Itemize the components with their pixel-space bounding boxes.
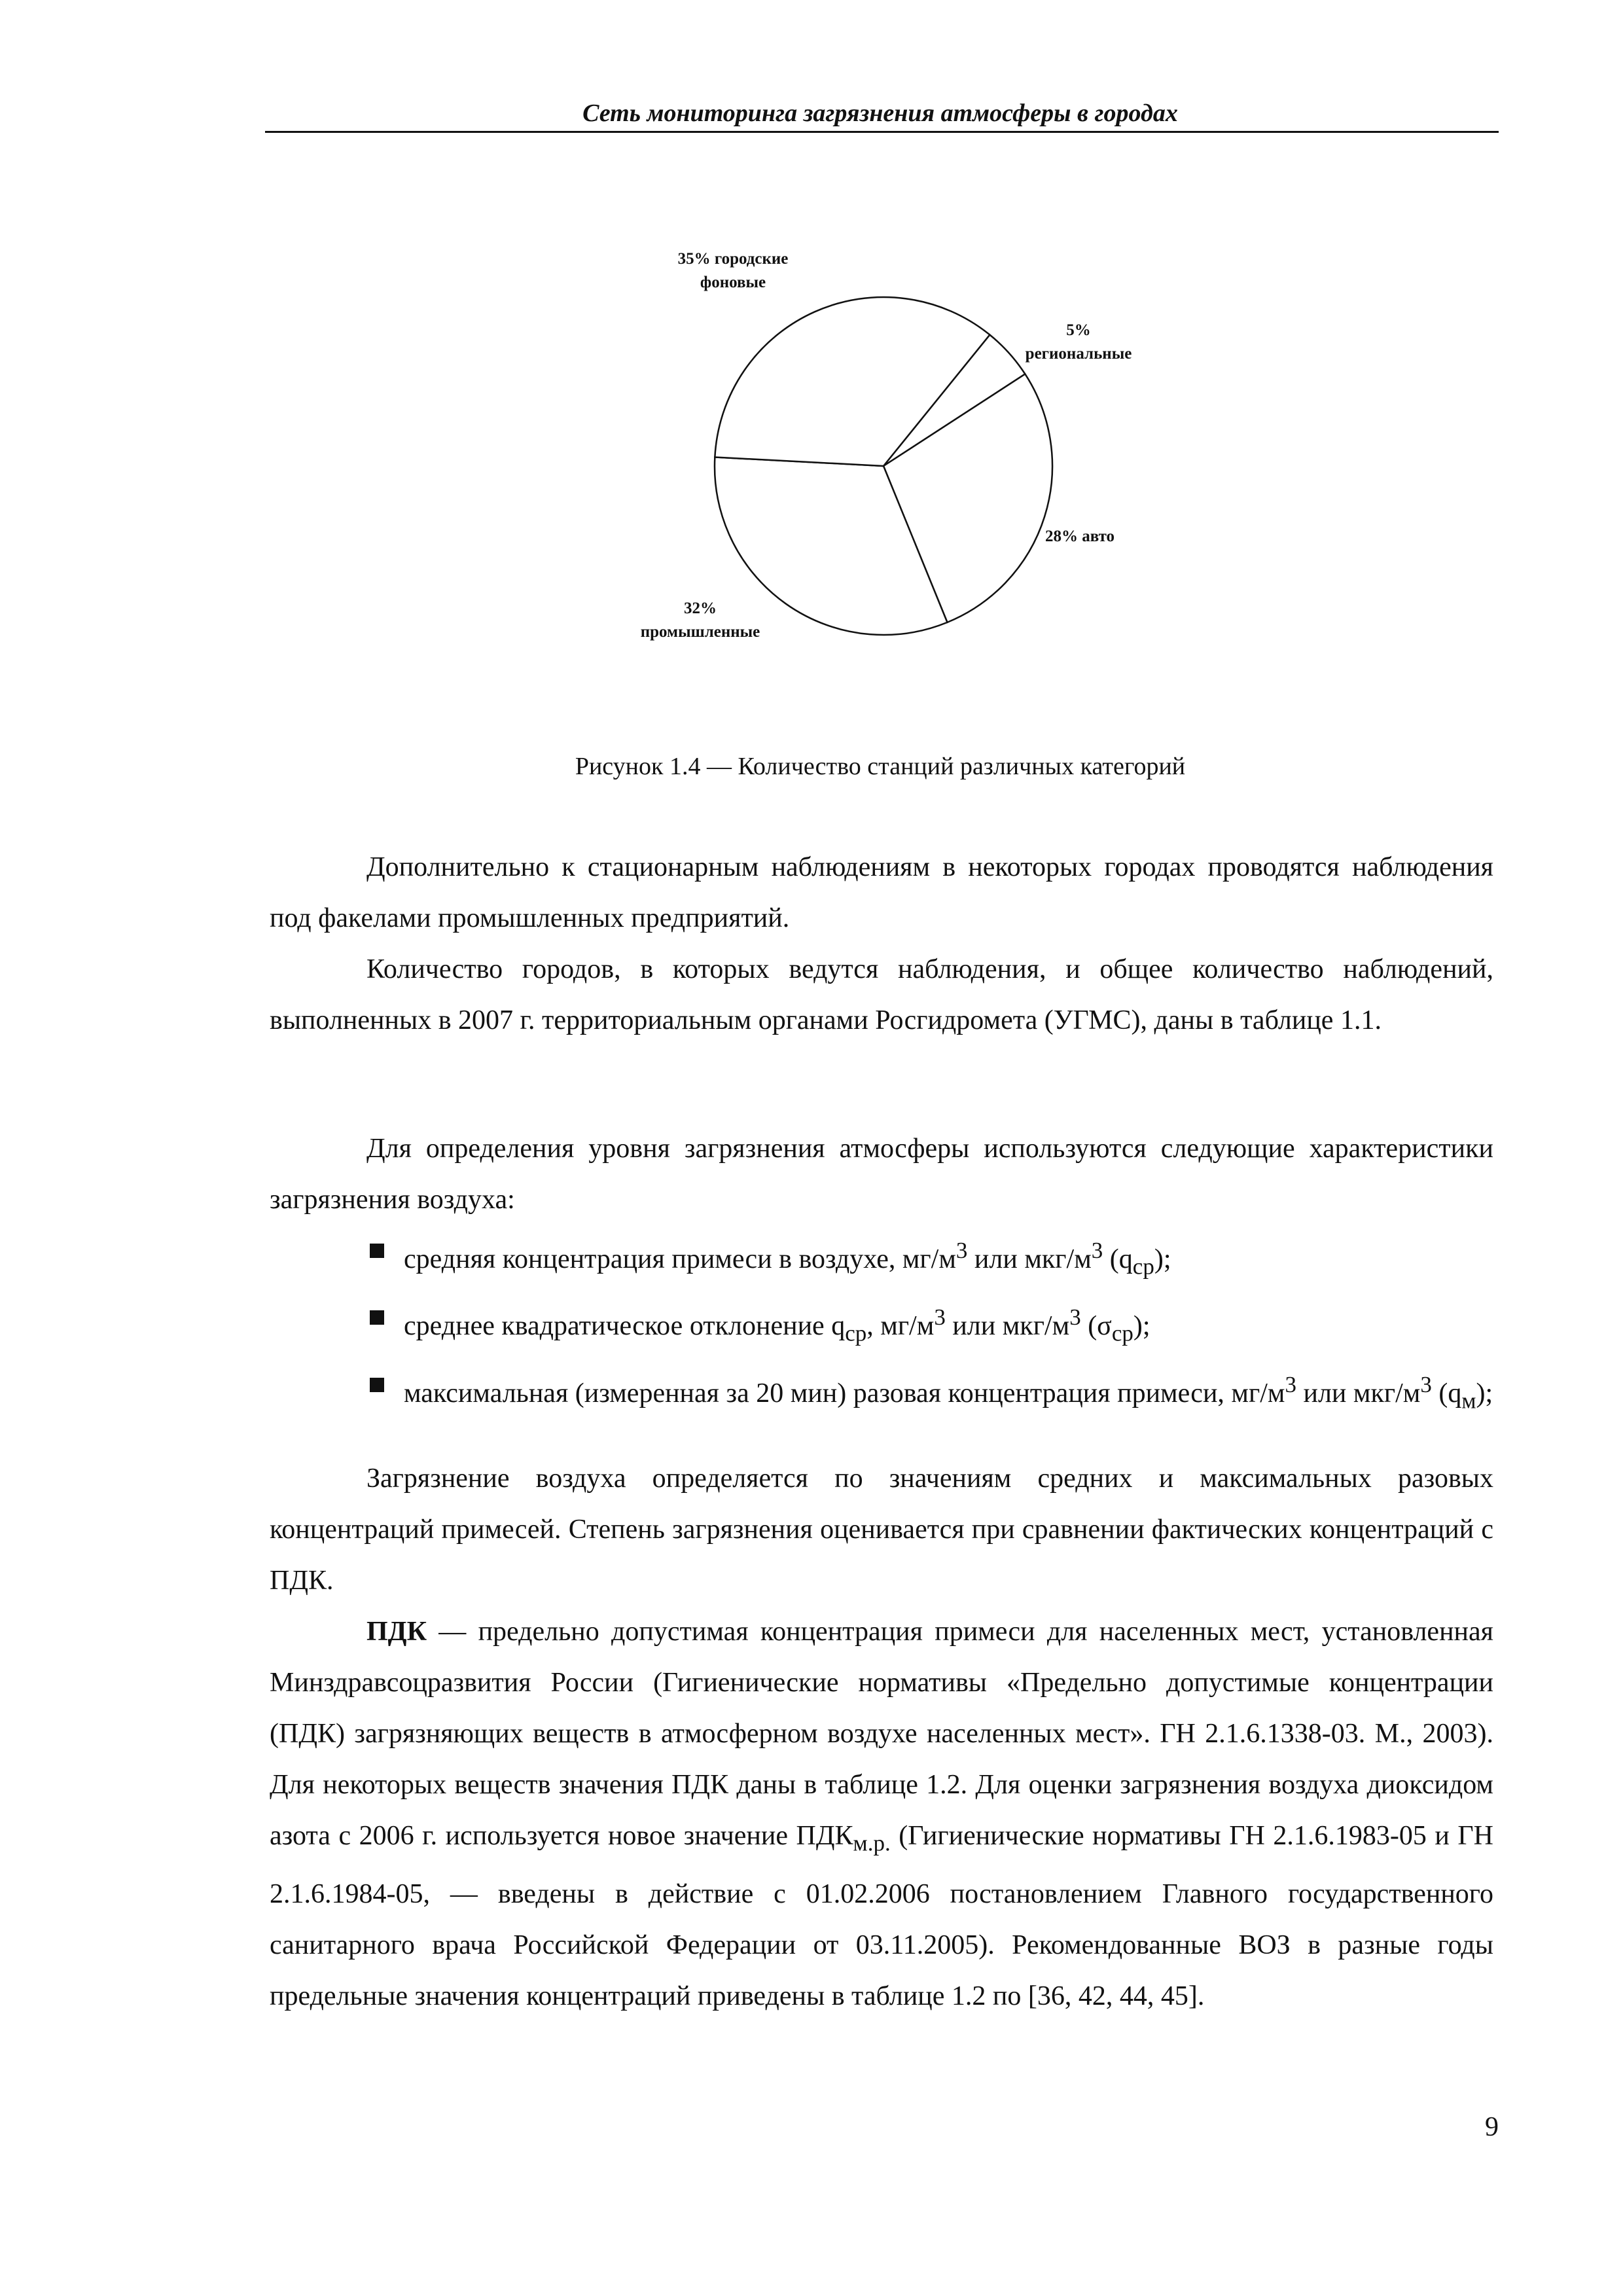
running-header: Сеть мониторинга загрязнения атмосферы в городах xyxy=(582,99,1178,127)
slice-label-industrial-line1: 32% xyxy=(684,600,717,617)
slice-label-urban-line1: 35% городские xyxy=(677,250,789,268)
paragraph-torch-observations: Дополнительно к стационарным наблюдениям в некоторых городах проводятся наблюдения под факелами промышленных предприятий. xyxy=(270,852,1493,933)
slice-label-auto: 28% авто xyxy=(1044,528,1115,545)
paragraph-pollution-assessment: Загрязнение воздуха определяется по значениям средних и максимальных разовых концентраций примесей. Степень загрязнения оценивается при сравнении фактических концентраций с ПДК. xyxy=(270,1463,1493,1596)
pie-slices xyxy=(715,297,1052,635)
paragraph-pdk-definition: ПДК — предельно допустимая концентрация примеси для населенных мест, установленная Минздравсоцразвития России (Гигиенические нормативы «Предельно допустимые концентрации (ПДК) загрязняющих веществ в атмосферном воздухе населенных мест». ГН 2.1.6.1338-03. М., 2003). Для некоторых веществ значения ПДК даны в таблице 1.2. Для оценки загрязнения воздуха диоксидом азота с 2006 г. используется новое значение $ПДК_{м.р.}$ (Гигиенические нормативы ГН 2.1.6.1983-05 и ГН 2.1.6.1984-05, — введены в действие с 01.02.2006 постановлением Главного государственного санитарного врача Российской Федерации от 03.11.2005). Рекомендованные ВОЗ в разные годы предельные значения концентраций приведены в таблице 1.2 по [36, 42, 44, 45]. xyxy=(270,1617,1493,2012)
slice-label-urban-line2: фоновые xyxy=(700,274,766,291)
page-number: 9 xyxy=(1485,2112,1499,2142)
slice-label-regional-line2: региональные xyxy=(1025,345,1132,363)
square-bullet-icon xyxy=(370,1244,384,1258)
paragraph-characteristics-intro: Для определения уровня загрязнения атмосферы используются следующие характеристики загрязнения воздуха: xyxy=(270,1134,1493,1215)
characteristics-list xyxy=(270,1225,1493,1426)
bullet-standard-deviation: среднее квадратическое отклонение $q_{ср}$, $мг/м^3$ или мкг/$м^3$ $(\sigma_{ср})$; xyxy=(270,1292,1493,1359)
figure-caption: Рисунок 1.4 — Количество станций различных категорий xyxy=(575,753,1186,780)
body-block-2 xyxy=(270,1123,1493,1426)
paragraph-cities-count: Количество городов, в которых ведутся наблюдения, и общее количество наблюдений, выполненных в 2007 г. территориальным органами Росгидромета (УГМС), даны в таблице 1.1. xyxy=(270,954,1493,1035)
bullet-mean-concentration: средняя концентрация примеси в воздухе, $мг/м^3$ или мкг/$м^3$ $(q_{ср})$; xyxy=(270,1225,1493,1292)
square-bullet-icon xyxy=(370,1378,384,1392)
header-rule xyxy=(265,131,1499,133)
body-block-3 xyxy=(270,1453,1493,2022)
pdk-term: ПДК xyxy=(366,1617,427,1647)
slice-label-industrial-line2: промышленные xyxy=(640,623,760,641)
square-bullet-icon xyxy=(370,1310,384,1325)
slice-label-regional-line1: 5% xyxy=(1066,321,1091,339)
pie-chart xyxy=(589,236,1217,668)
body-block-1 xyxy=(270,842,1493,1046)
bullet-max-single-concentration: максимальная (измеренная за 20 мин) разовая концентрация примеси, $мг/м^3$ или мкг/$м^3$ $(q_м)$; xyxy=(270,1359,1493,1426)
